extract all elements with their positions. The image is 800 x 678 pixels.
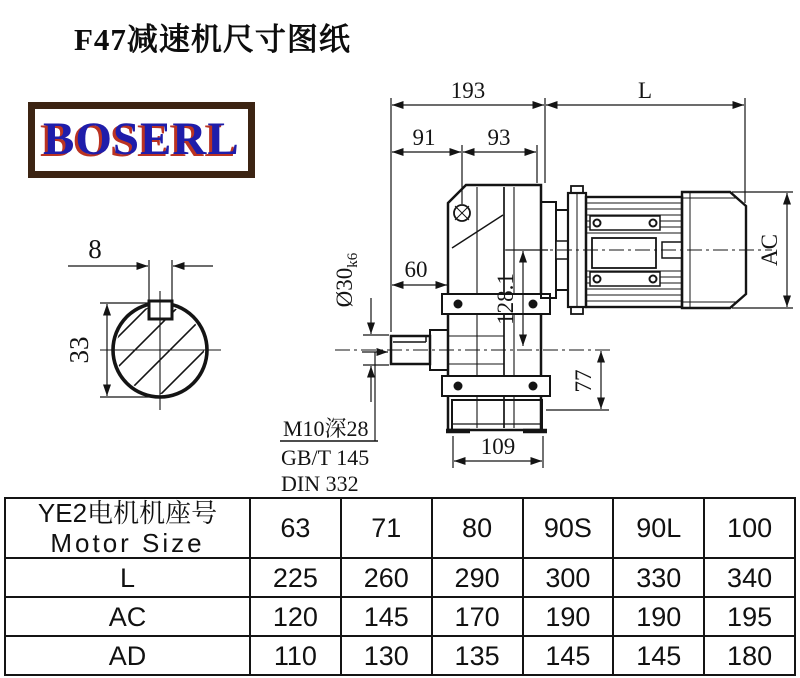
col-header: 100 xyxy=(705,499,794,557)
row-label: AC xyxy=(6,598,249,635)
note-tap: M10深28 xyxy=(283,416,369,441)
col-header: 90S xyxy=(524,499,613,557)
table-value: 145 xyxy=(342,598,431,635)
row-label: L xyxy=(6,559,249,596)
table-value: 130 xyxy=(342,637,431,674)
table-value: 340 xyxy=(705,559,794,596)
dim-91: 91 xyxy=(412,125,436,150)
table-value: 225 xyxy=(251,559,340,596)
table-value: 195 xyxy=(705,598,794,635)
table-value: 170 xyxy=(433,598,522,635)
dim-93: 93 xyxy=(487,125,511,150)
table-value: 110 xyxy=(251,637,340,674)
dim-key-height: 33 xyxy=(64,336,94,364)
table-value: 190 xyxy=(524,598,613,635)
dim-77: 77 xyxy=(571,369,596,393)
table-value: 300 xyxy=(524,559,613,596)
dim-60: 60 xyxy=(404,257,428,282)
table-header-motor-size: YE2电机机座号 Motor Size xyxy=(6,499,249,557)
dim-128: 128.1 xyxy=(493,273,518,325)
note-gbt: GB/T 145 xyxy=(281,445,370,470)
table-value: 290 xyxy=(433,559,522,596)
row-label: AD xyxy=(6,637,249,674)
hatching xyxy=(85,270,240,465)
dim-shaft-diameter: $Ø30_{k6}$ xyxy=(332,252,361,308)
boserl-logo-text: BOSERL xyxy=(43,113,240,165)
table-value: 180 xyxy=(705,637,794,674)
size-table xyxy=(4,497,796,676)
dim-L: L xyxy=(637,78,653,103)
col-header: 63 xyxy=(251,499,340,557)
table-value: 190 xyxy=(614,598,703,635)
col-header: 80 xyxy=(433,499,522,557)
gearbox-housing xyxy=(391,185,550,431)
table-value: 120 xyxy=(251,598,340,635)
dim-193: 193 xyxy=(450,78,486,103)
table-value: 260 xyxy=(342,559,431,596)
page-title: F47减速机尺寸图纸 xyxy=(74,22,351,57)
col-header: 90L xyxy=(614,499,703,557)
note-din: DIN 332 xyxy=(281,471,359,496)
dim-AC: AC xyxy=(757,234,782,266)
col-header: 71 xyxy=(342,499,431,557)
dim-109: 109 xyxy=(480,434,516,459)
table-value: 145 xyxy=(614,637,703,674)
table-value: 145 xyxy=(524,637,613,674)
table-value: 330 xyxy=(614,559,703,596)
dim-key-width: 8 xyxy=(88,234,102,264)
table-value: 135 xyxy=(433,637,522,674)
